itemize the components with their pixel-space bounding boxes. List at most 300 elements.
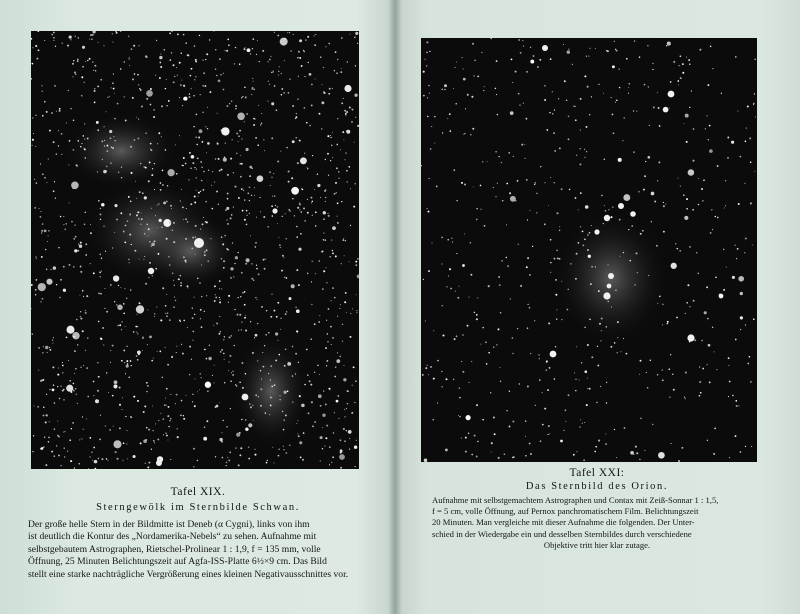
star: [49, 421, 50, 422]
star: [201, 167, 202, 168]
star: [584, 238, 586, 240]
star: [299, 57, 301, 59]
star: [254, 337, 255, 338]
star: [751, 446, 752, 447]
star: [444, 89, 445, 90]
star: [129, 58, 130, 59]
star: [658, 161, 660, 163]
star: [608, 264, 609, 265]
star: [218, 79, 221, 82]
star: [634, 40, 635, 41]
star: [148, 228, 150, 230]
star: [608, 209, 609, 210]
star: [587, 388, 588, 389]
star: [232, 242, 233, 243]
star: [247, 48, 251, 52]
star: [233, 276, 234, 277]
star: [85, 243, 87, 245]
star: [354, 142, 355, 143]
star: [734, 244, 735, 245]
star: [530, 453, 532, 455]
star: [463, 69, 464, 70]
star: [441, 371, 442, 372]
star: [76, 394, 77, 395]
star: [77, 60, 79, 62]
star: [326, 282, 327, 283]
star: [232, 139, 233, 140]
star: [205, 201, 207, 203]
star: [581, 362, 582, 363]
star: [219, 297, 220, 298]
star: [244, 317, 246, 319]
star: [120, 287, 121, 288]
star: [273, 310, 275, 312]
star: [249, 175, 251, 177]
star: [534, 320, 535, 321]
star: [121, 177, 122, 178]
star: [216, 191, 218, 193]
star: [160, 189, 162, 191]
star: [201, 264, 202, 265]
star: [121, 321, 123, 323]
star: [644, 175, 646, 177]
star: [165, 433, 166, 434]
star: [84, 123, 85, 124]
star: [270, 56, 271, 57]
star: [345, 240, 346, 241]
star: [320, 460, 321, 461]
star: [251, 278, 253, 280]
star: [176, 173, 178, 175]
star: [337, 352, 338, 353]
star: [501, 260, 502, 261]
star: [673, 389, 675, 391]
star: [226, 248, 228, 250]
star: [207, 390, 209, 392]
star: [350, 225, 351, 226]
star: [613, 132, 615, 134]
star: [141, 213, 142, 214]
star: [580, 130, 581, 131]
star: [555, 279, 557, 281]
star: [58, 247, 59, 248]
star: [471, 454, 473, 456]
star: [331, 145, 332, 146]
star: [498, 276, 500, 278]
star: [244, 199, 245, 200]
star: [502, 200, 503, 201]
star: [552, 91, 553, 92]
star: [299, 441, 302, 444]
star: [631, 225, 633, 227]
star: [181, 189, 182, 190]
star: [446, 286, 447, 287]
star: [44, 437, 45, 438]
star: [45, 249, 47, 251]
star: [624, 427, 626, 429]
star: [154, 316, 155, 317]
star: [208, 357, 212, 361]
star: [550, 58, 552, 60]
star: [292, 198, 293, 199]
star: [285, 414, 287, 416]
star: [106, 458, 108, 460]
star: [453, 88, 454, 89]
star: [509, 391, 510, 392]
bright-star: [542, 45, 548, 51]
star: [462, 264, 465, 267]
bright-star: [194, 238, 204, 248]
description-line: f = 5 cm, volle Öffnung, auf Pernox panchromatischem Film. Belichtungszeit: [432, 506, 699, 517]
star: [48, 437, 50, 439]
star: [745, 324, 746, 325]
star: [119, 427, 121, 429]
star: [242, 96, 243, 97]
star: [721, 93, 722, 94]
star: [224, 157, 226, 159]
star: [195, 225, 197, 227]
star: [58, 130, 59, 131]
star: [680, 55, 682, 57]
star: [285, 213, 286, 214]
star: [509, 192, 511, 194]
star: [177, 437, 178, 438]
bright-star: [603, 292, 610, 299]
star: [180, 275, 182, 277]
star: [230, 267, 233, 270]
star: [622, 140, 623, 141]
star: [350, 336, 352, 338]
star: [59, 110, 61, 112]
star: [296, 330, 298, 332]
star: [312, 215, 313, 216]
star: [258, 396, 259, 397]
star: [90, 232, 92, 234]
star: [183, 320, 185, 322]
star: [195, 378, 196, 379]
star: [228, 44, 230, 46]
star: [456, 335, 458, 337]
star: [159, 56, 162, 59]
star: [330, 135, 331, 136]
star: [321, 101, 324, 104]
star: [233, 207, 234, 208]
star: [276, 316, 278, 318]
star: [185, 238, 187, 240]
bright-star: [148, 268, 154, 274]
star: [594, 451, 596, 453]
star: [357, 258, 358, 259]
star: [41, 256, 43, 258]
star: [512, 420, 514, 422]
star: [119, 387, 121, 389]
star: [39, 208, 40, 209]
star: [732, 276, 735, 279]
star: [153, 358, 154, 359]
star: [587, 234, 589, 236]
star: [320, 405, 322, 407]
star: [735, 400, 737, 402]
star: [68, 90, 69, 91]
star: [753, 103, 755, 105]
star: [268, 332, 269, 333]
star: [130, 213, 131, 214]
star: [169, 59, 171, 61]
star: [121, 167, 122, 168]
star: [168, 440, 169, 441]
star: [75, 74, 76, 75]
star: [736, 258, 737, 259]
star: [556, 250, 557, 251]
star: [93, 447, 95, 449]
plate-description: [432, 495, 762, 551]
star: [344, 110, 346, 112]
star: [483, 90, 484, 91]
star: [194, 202, 196, 204]
star: [140, 89, 142, 91]
star: [737, 111, 738, 112]
star: [255, 334, 258, 337]
star: [173, 306, 175, 308]
star: [189, 152, 191, 154]
star: [207, 260, 209, 262]
star: [188, 55, 190, 57]
star: [728, 357, 730, 359]
star: [709, 381, 711, 383]
star: [464, 184, 466, 186]
star: [270, 185, 271, 186]
star: [568, 116, 570, 118]
star: [510, 196, 516, 202]
star: [346, 170, 348, 172]
star: [115, 31, 117, 32]
star: [712, 326, 714, 328]
star: [32, 451, 33, 452]
star: [51, 112, 53, 114]
star: [688, 169, 695, 176]
star: [85, 312, 87, 314]
star: [427, 365, 428, 366]
star: [341, 102, 343, 104]
star: [32, 63, 34, 65]
star: [144, 233, 145, 234]
star: [515, 71, 517, 73]
star: [101, 140, 103, 142]
star: [292, 375, 294, 377]
star: [108, 392, 109, 393]
star: [69, 36, 72, 39]
star: [219, 288, 220, 289]
star: [694, 339, 696, 341]
star: [495, 88, 497, 90]
star: [75, 368, 77, 370]
star: [710, 46, 712, 48]
star: [191, 155, 195, 159]
star: [723, 289, 725, 291]
star: [63, 289, 66, 292]
star: [255, 246, 257, 248]
star: [167, 364, 169, 366]
star: [264, 150, 265, 151]
star: [530, 60, 534, 64]
star: [221, 349, 223, 351]
star: [729, 457, 730, 458]
star: [289, 297, 292, 300]
star: [563, 430, 564, 431]
star: [427, 208, 428, 209]
star: [330, 160, 331, 161]
star: [327, 135, 329, 137]
star: [754, 59, 756, 61]
star: [277, 206, 278, 207]
star: [714, 351, 715, 352]
star: [753, 104, 754, 105]
star: [744, 252, 745, 253]
star: [156, 40, 157, 41]
star: [280, 247, 281, 248]
star: [68, 164, 69, 165]
star: [90, 456, 91, 457]
star: [345, 159, 346, 160]
star: [43, 446, 45, 448]
star: [708, 139, 709, 140]
star: [60, 386, 61, 387]
star: [752, 244, 753, 245]
star: [683, 194, 685, 196]
star: [200, 318, 201, 319]
star: [36, 258, 37, 259]
star: [134, 73, 136, 75]
star: [336, 72, 338, 74]
star: [707, 440, 708, 441]
star: [153, 116, 155, 118]
star: [342, 131, 344, 133]
star: [32, 333, 33, 334]
star: [429, 51, 430, 52]
star: [185, 163, 187, 165]
star: [140, 163, 142, 165]
star: [521, 144, 523, 146]
star: [630, 451, 634, 455]
star: [427, 116, 428, 117]
star: [236, 132, 238, 134]
star: [204, 251, 206, 253]
star: [344, 440, 346, 442]
star: [331, 300, 332, 301]
star: [619, 87, 620, 88]
star: [166, 238, 168, 240]
star: [140, 224, 141, 225]
star: [725, 180, 726, 181]
star: [226, 50, 228, 52]
star: [595, 266, 596, 267]
star: [284, 38, 286, 40]
star: [168, 406, 170, 408]
star: [195, 136, 197, 138]
star: [139, 88, 140, 89]
star: [467, 94, 469, 96]
description-line: stellt eine starke nachträgliche Vergrößerung eines kleinen Negativausschnittes vor.: [28, 568, 349, 580]
star: [158, 132, 160, 134]
star: [219, 170, 221, 172]
star: [580, 419, 581, 420]
star: [612, 207, 613, 208]
star: [224, 235, 226, 237]
star: [620, 256, 621, 257]
star: [78, 463, 80, 465]
star: [550, 239, 552, 241]
star: [461, 182, 463, 184]
star: [749, 356, 751, 358]
star: [728, 396, 729, 397]
star: [461, 438, 462, 439]
star: [582, 231, 584, 233]
star: [307, 199, 308, 200]
star: [170, 418, 171, 419]
star: [473, 186, 474, 187]
star: [426, 52, 428, 54]
star: [326, 320, 327, 321]
star: [185, 42, 187, 44]
star: [219, 58, 221, 60]
star: [453, 379, 454, 380]
star: [80, 271, 82, 273]
star: [194, 45, 196, 47]
star: [635, 252, 637, 254]
star: [500, 381, 502, 383]
star: [480, 344, 481, 345]
star: [126, 430, 127, 431]
star: [187, 327, 188, 328]
star: [63, 224, 64, 225]
star: [310, 197, 312, 199]
star: [119, 404, 121, 406]
star: [488, 352, 490, 354]
star: [173, 81, 175, 83]
star: [306, 122, 308, 124]
star: [700, 392, 702, 394]
star: [131, 48, 133, 50]
star: [536, 212, 537, 213]
star: [287, 390, 289, 392]
star: [247, 192, 249, 194]
star: [70, 39, 71, 40]
star: [56, 153, 57, 154]
star: [707, 84, 709, 86]
star: [354, 446, 357, 449]
star: [166, 388, 168, 390]
star: [252, 352, 254, 354]
star: [454, 338, 456, 340]
star: [441, 305, 442, 306]
star: [685, 114, 689, 118]
star: [239, 130, 241, 132]
star: [433, 419, 434, 420]
star: [205, 382, 211, 388]
star: [229, 355, 231, 357]
star: [203, 437, 207, 441]
star: [568, 49, 569, 50]
star: [114, 93, 115, 94]
star: [167, 313, 168, 314]
star: [347, 61, 348, 62]
star: [260, 370, 261, 371]
star: [312, 155, 313, 156]
star: [437, 402, 438, 403]
star: [87, 396, 89, 398]
star: [669, 397, 670, 398]
star: [610, 346, 612, 348]
